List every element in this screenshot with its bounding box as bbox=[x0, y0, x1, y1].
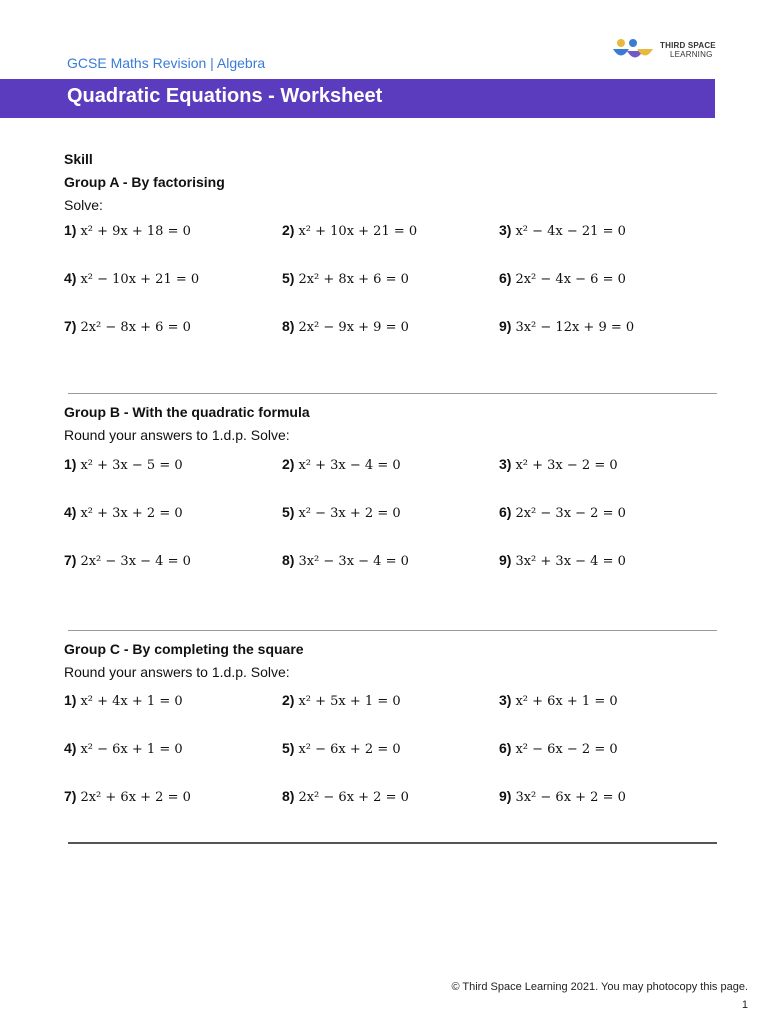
third-space-learning-logo bbox=[612, 38, 742, 64]
equation: 2x² − 3x − 2 = 0 bbox=[515, 506, 626, 521]
logo-icon bbox=[612, 38, 656, 64]
equation: x² − 4x − 21 = 0 bbox=[515, 224, 626, 239]
problem-number: 1) bbox=[64, 456, 77, 472]
copyright-notice: © Third Space Learning 2021. You may photocopy this page. bbox=[451, 981, 748, 993]
equation: x² − 6x + 1 = 0 bbox=[80, 742, 183, 757]
problem-number: 7) bbox=[64, 318, 77, 334]
problem-number: 2) bbox=[282, 692, 295, 708]
problem-a-8 bbox=[282, 318, 409, 335]
problem-number: 6) bbox=[499, 504, 512, 520]
equation: 2x² − 8x + 6 = 0 bbox=[80, 320, 191, 335]
problem-c-6 bbox=[499, 740, 618, 757]
problem-number: 9) bbox=[499, 552, 512, 568]
logo-text bbox=[660, 41, 716, 59]
equation: 2x² + 8x + 6 = 0 bbox=[298, 272, 409, 287]
problem-number: 2) bbox=[282, 456, 295, 472]
equation: x² − 3x + 2 = 0 bbox=[298, 506, 401, 521]
problem-number: 9) bbox=[499, 318, 512, 334]
equation: 2x² − 4x − 6 = 0 bbox=[515, 272, 626, 287]
problem-number: 5) bbox=[282, 740, 295, 756]
problem-c-2 bbox=[282, 692, 401, 709]
problem-number: 7) bbox=[64, 788, 77, 804]
equation: 2x² − 9x + 9 = 0 bbox=[298, 320, 409, 335]
equation: x² − 6x + 2 = 0 bbox=[298, 742, 401, 757]
equation: 2x² − 6x + 2 = 0 bbox=[298, 790, 409, 805]
problem-a-7 bbox=[64, 318, 191, 335]
problem-b-8 bbox=[282, 552, 409, 569]
page-subtitle: GCSE Maths Revision | Algebra bbox=[67, 55, 266, 71]
section-divider bbox=[68, 393, 717, 394]
problem-number: 4) bbox=[64, 504, 77, 520]
equation: 3x² − 6x + 2 = 0 bbox=[515, 790, 626, 805]
equation: x² + 3x + 2 = 0 bbox=[80, 506, 183, 521]
group-b-instruction: Round your answers to 1.d.p. Solve: bbox=[64, 427, 290, 443]
problem-b-2 bbox=[282, 456, 401, 473]
problem-number: 7) bbox=[64, 552, 77, 568]
equation: 2x² − 3x − 4 = 0 bbox=[80, 554, 191, 569]
title-banner bbox=[0, 79, 715, 118]
problem-b-4 bbox=[64, 504, 183, 521]
section-divider bbox=[68, 630, 717, 631]
problem-a-1 bbox=[64, 222, 191, 239]
problem-b-5 bbox=[282, 504, 401, 521]
problem-number: 6) bbox=[499, 740, 512, 756]
group-c-title: Group C - By completing the square bbox=[64, 641, 304, 657]
problem-number: 4) bbox=[64, 270, 77, 286]
problem-c-9 bbox=[499, 788, 626, 805]
problem-number: 2) bbox=[282, 222, 295, 238]
problem-number: 4) bbox=[64, 740, 77, 756]
problem-b-6 bbox=[499, 504, 626, 521]
equation: x² + 3x − 4 = 0 bbox=[298, 458, 401, 473]
problem-number: 8) bbox=[282, 552, 295, 568]
group-a-instruction: Solve: bbox=[64, 197, 103, 213]
problem-number: 1) bbox=[64, 692, 77, 708]
problem-number: 3) bbox=[499, 456, 512, 472]
problem-b-1 bbox=[64, 456, 183, 473]
problem-c-3 bbox=[499, 692, 618, 709]
equation: 3x² − 12x + 9 = 0 bbox=[515, 320, 635, 335]
problem-number: 5) bbox=[282, 504, 295, 520]
equation: 3x² + 3x − 4 = 0 bbox=[515, 554, 626, 569]
group-a-title: Group A - By factorising bbox=[64, 174, 225, 190]
problem-number: 8) bbox=[282, 318, 295, 334]
problem-b-7 bbox=[64, 552, 191, 569]
problem-a-6 bbox=[499, 270, 626, 287]
equation: x² − 6x − 2 = 0 bbox=[515, 742, 618, 757]
equation: x² + 4x + 1 = 0 bbox=[80, 694, 183, 709]
problem-c-7 bbox=[64, 788, 191, 805]
logo-line-2: LEARNING bbox=[670, 50, 713, 59]
equation: x² + 9x + 18 = 0 bbox=[80, 224, 191, 239]
problem-number: 3) bbox=[499, 222, 512, 238]
equation: x² + 3x − 5 = 0 bbox=[80, 458, 183, 473]
equation: x² + 5x + 1 = 0 bbox=[298, 694, 401, 709]
problem-c-5 bbox=[282, 740, 401, 757]
problem-number: 5) bbox=[282, 270, 295, 286]
skill-label: Skill bbox=[64, 151, 93, 167]
problem-a-2 bbox=[282, 222, 417, 239]
problem-number: 6) bbox=[499, 270, 512, 286]
problem-a-3 bbox=[499, 222, 626, 239]
equation: x² + 10x + 21 = 0 bbox=[298, 224, 418, 239]
equation: x² − 10x + 21 = 0 bbox=[80, 272, 200, 287]
problem-a-4 bbox=[64, 270, 199, 287]
problem-c-8 bbox=[282, 788, 409, 805]
section-divider bbox=[68, 842, 717, 844]
problem-b-3 bbox=[499, 456, 618, 473]
problem-a-5 bbox=[282, 270, 409, 287]
equation: 3x² − 3x − 4 = 0 bbox=[298, 554, 409, 569]
problem-c-4 bbox=[64, 740, 183, 757]
problem-number: 1) bbox=[64, 222, 77, 238]
page-title: Quadratic Equations - Worksheet bbox=[67, 85, 383, 107]
problem-number: 8) bbox=[282, 788, 295, 804]
problem-c-1 bbox=[64, 692, 183, 709]
problem-b-9 bbox=[499, 552, 626, 569]
equation: x² + 3x − 2 = 0 bbox=[515, 458, 618, 473]
problem-number: 3) bbox=[499, 692, 512, 708]
problem-a-9 bbox=[499, 318, 634, 335]
equation: x² + 6x + 1 = 0 bbox=[515, 694, 618, 709]
equation: 2x² + 6x + 2 = 0 bbox=[80, 790, 191, 805]
group-b-title: Group B - With the quadratic formula bbox=[64, 404, 310, 420]
problem-number: 9) bbox=[499, 788, 512, 804]
group-c-instruction: Round your answers to 1.d.p. Solve: bbox=[64, 664, 290, 680]
page-number: 1 bbox=[741, 999, 748, 1011]
logo-line-1: THIRD SPACE bbox=[660, 41, 716, 50]
